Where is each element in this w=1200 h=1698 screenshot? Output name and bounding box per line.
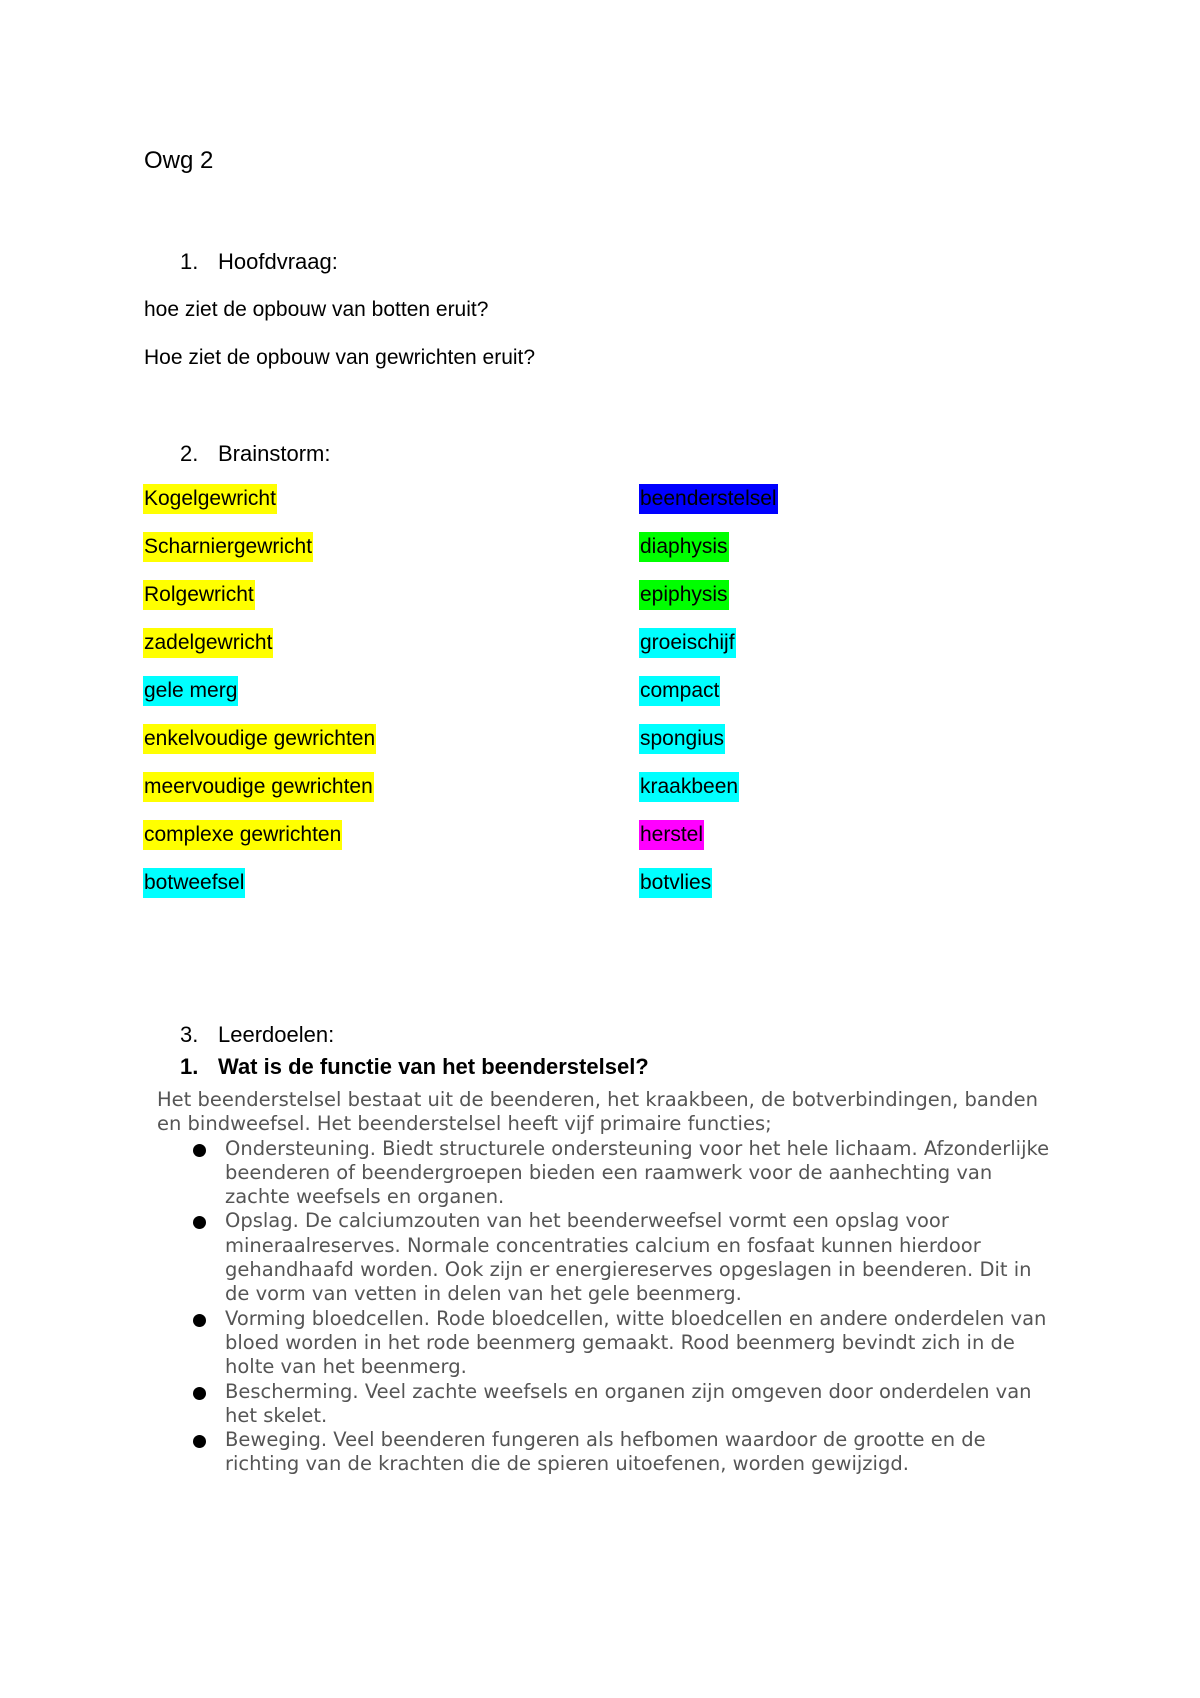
section-heading-text: Leerdoelen: [218, 1022, 335, 1047]
brainstorm-item [639, 724, 778, 772]
brainstorm-item [639, 868, 778, 916]
section-number: 1. [180, 249, 199, 274]
highlighted-term: kraakbeen [639, 772, 739, 802]
goal-number: 1. [180, 1054, 199, 1079]
highlighted-term: botvlies [639, 868, 712, 898]
bullet-dot-icon [193, 1216, 206, 1229]
section-number: 3. [180, 1022, 199, 1047]
pasted-excerpt [157, 1088, 1057, 1477]
brainstorm-item [143, 532, 376, 580]
excerpt-bullet-text: Vorming bloedcellen. Rode bloedcellen, witte bloedcellen en andere onderdelen van bloed worden in het rode beenmerg gemaakt. Rood beenmerg bevindt zich in de holte van het beenmerg. [225, 1306, 1047, 1379]
brainstorm-item [143, 628, 376, 676]
brainstorm-item [639, 676, 778, 724]
highlighted-term: gele merg [143, 676, 238, 706]
highlighted-term: Scharniergewricht [143, 532, 313, 562]
learning-goal-1-heading [180, 1053, 649, 1081]
excerpt-bullet-item [157, 1307, 1057, 1380]
brainstorm-item [143, 580, 376, 628]
excerpt-intro: Het beenderstelsel bestaat uit de beenderen, het kraakbeen, de botverbindingen, banden en bindweefsel. Het beenderstelsel heeft vijf primaire functies; [157, 1088, 1038, 1136]
brainstorm-item [639, 580, 778, 628]
highlighted-term: meervoudige gewrichten [143, 772, 374, 802]
highlighted-term: enkelvoudige gewrichten [143, 724, 376, 754]
excerpt-bullet-text: Opslag. De calciumzouten van het beenderweefsel vormt een opslag voor mineraalreserves. Normale concentraties calcium en fosfaat kunnen hierdoor gehandhaafd worden. Ook zijn er energiereserves opgeslagen in beenderen. Dit in de vorm van vetten in delen van het gele beenmerg. [225, 1209, 1032, 1306]
brainstorm-item [639, 820, 778, 868]
question-joints: Hoe ziet de opbouw van gewrichten eruit? [144, 346, 536, 369]
highlighted-term: spongius [639, 724, 725, 754]
highlighted-term: zadelgewricht [143, 628, 273, 658]
highlighted-term: herstel [639, 820, 704, 850]
excerpt-bullet-text: Ondersteuning. Biedt structurele ondersteuning voor het hele lichaam. Afzonderlijke beenderen of beendergroepen bieden een raamwerk voor de aanhechting van zachte weefsels en organen. [225, 1136, 1050, 1209]
excerpt-bullet-item [157, 1209, 1057, 1306]
section-heading-text: Brainstorm: [218, 441, 331, 466]
excerpt-bullet-text: Bescherming. Veel zachte weefsels en organen zijn omgeven door onderdelen van het skelet. [225, 1379, 1032, 1427]
bullet-dot-icon [193, 1314, 206, 1327]
excerpt-bullet-item [157, 1428, 1057, 1477]
bullet-dot-icon [193, 1144, 206, 1157]
excerpt-bullet-item [157, 1137, 1057, 1210]
highlighted-term: epiphysis [639, 580, 729, 610]
brainstorm-right-column [639, 484, 778, 916]
section-leerdoelen-heading [180, 1021, 334, 1049]
excerpt-bullet-item [157, 1380, 1057, 1429]
highlighted-term: groeischijf [639, 628, 736, 658]
brainstorm-item [639, 532, 778, 580]
section-number: 2. [180, 441, 199, 466]
brainstorm-left-column [143, 484, 376, 916]
highlighted-term: complexe gewrichten [143, 820, 342, 850]
excerpt-bullet-list [157, 1137, 1057, 1477]
excerpt-bullet-text: Beweging. Veel beenderen fungeren als hefbomen waardoor de grootte en de richting van de krachten die de spieren uitoefenen, worden gewijzigd. [225, 1428, 986, 1476]
brainstorm-item [639, 484, 778, 532]
highlighted-term: diaphysis [639, 532, 729, 562]
question-bones: hoe ziet de opbouw van botten eruit? [144, 298, 489, 321]
brainstorm-item [143, 484, 376, 532]
highlighted-term: Rolgewricht [143, 580, 255, 610]
section-hoofdvraag-heading [180, 248, 338, 276]
section-heading-text: Hoofdvraag: [218, 249, 338, 274]
brainstorm-item [639, 772, 778, 820]
document-title: Owg 2 [144, 147, 214, 174]
brainstorm-item [639, 628, 778, 676]
highlighted-term: beenderstelsel [639, 484, 778, 514]
brainstorm-item [143, 868, 376, 916]
brainstorm-item [143, 676, 376, 724]
section-brainstorm-heading [180, 440, 330, 468]
highlighted-term: botweefsel [143, 868, 245, 898]
brainstorm-item [143, 820, 376, 868]
goal-heading-text: Wat is de functie van het beenderstelsel? [218, 1054, 649, 1079]
highlighted-term: compact [639, 676, 720, 706]
highlighted-term: Kogelgewricht [143, 484, 277, 514]
bullet-dot-icon [193, 1387, 206, 1400]
bullet-dot-icon [193, 1435, 206, 1448]
brainstorm-item [143, 724, 376, 772]
brainstorm-item [143, 772, 376, 820]
